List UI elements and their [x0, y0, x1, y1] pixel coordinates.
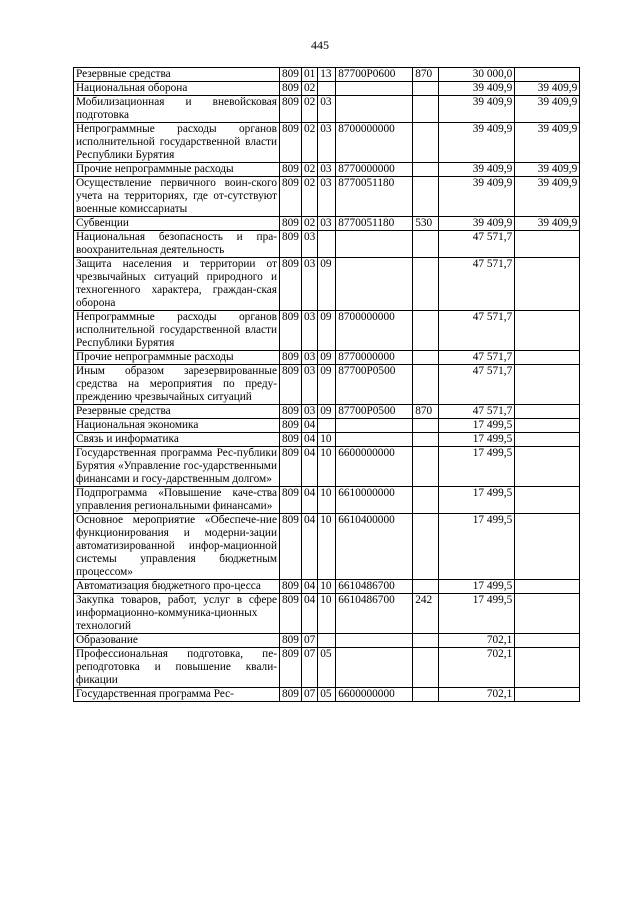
amount-next: 39 409,9 — [515, 96, 580, 123]
amount-next — [515, 433, 580, 447]
ministry-code: 809 — [280, 217, 302, 231]
subsection-code: 03 — [318, 217, 336, 231]
ministry-code: 809 — [280, 163, 302, 177]
ministry-code: 809 — [280, 82, 302, 96]
subsection-code: 09 — [318, 258, 336, 311]
expense-type-code — [413, 634, 439, 648]
table-row — [74, 580, 580, 594]
section-code: 07 — [301, 688, 317, 702]
target-article-code: 8700000000 — [336, 123, 413, 163]
target-article-code: 6600000000 — [336, 688, 413, 702]
target-article-code — [336, 648, 413, 688]
amount-current: 17 499,5 — [439, 447, 515, 487]
subsection-code: 03 — [318, 163, 336, 177]
expense-type-code — [413, 258, 439, 311]
subsection-code — [318, 231, 336, 258]
expense-type-code — [413, 123, 439, 163]
amount-next: 39 409,9 — [515, 123, 580, 163]
section-code: 02 — [301, 96, 317, 123]
expense-type-code — [413, 82, 439, 96]
subsection-code: 13 — [318, 68, 336, 82]
amount-next: 39 409,9 — [515, 217, 580, 231]
target-article-code: 8770051180 — [336, 177, 413, 217]
row-name: Субвенции — [74, 217, 280, 231]
target-article-code: 87700Р0600 — [336, 68, 413, 82]
amount-current: 17 499,5 — [439, 514, 515, 580]
amount-next: 39 409,9 — [515, 163, 580, 177]
amount-next — [515, 258, 580, 311]
row-name: Национальная оборона — [74, 82, 280, 96]
amount-next — [515, 405, 580, 419]
row-name: Национальная экономика — [74, 419, 280, 433]
table-row — [74, 594, 580, 634]
ministry-code: 809 — [280, 123, 302, 163]
table-row — [74, 351, 580, 365]
amount-next — [515, 634, 580, 648]
amount-next — [515, 231, 580, 258]
subsection-code: 09 — [318, 405, 336, 419]
ministry-code: 809 — [280, 231, 302, 258]
expense-type-code — [413, 648, 439, 688]
ministry-code: 809 — [280, 447, 302, 487]
expense-type-code — [413, 311, 439, 351]
amount-current: 39 409,9 — [439, 96, 515, 123]
row-name: Непрограммные расходы органов исполнительной государственной власти Республики Бурятия — [74, 311, 280, 351]
amount-current: 702,1 — [439, 688, 515, 702]
row-name: Основное мероприятие «Обеспече-ние функционирования и модерни-зации автоматизированной инфор-мационной системы управления бюджетным процессом» — [74, 514, 280, 580]
amount-next — [515, 688, 580, 702]
target-article-code: 6610400000 — [336, 514, 413, 580]
amount-next: 39 409,9 — [515, 177, 580, 217]
expense-type-code — [413, 514, 439, 580]
table-row — [74, 311, 580, 351]
expense-type-code: 530 — [413, 217, 439, 231]
target-article-code: 8770000000 — [336, 351, 413, 365]
expense-type-code — [413, 433, 439, 447]
table-row — [74, 688, 580, 702]
amount-current: 17 499,5 — [439, 419, 515, 433]
amount-current: 39 409,9 — [439, 82, 515, 96]
target-article-code: 87700Р0500 — [336, 405, 413, 419]
amount-next — [515, 311, 580, 351]
section-code: 04 — [301, 487, 317, 514]
table-row — [74, 634, 580, 648]
row-name: Защита населения и территории от чрезвычайных ситуаций природного и техногенного характера, граждан-ская оборона — [74, 258, 280, 311]
table-row — [74, 365, 580, 405]
amount-current: 17 499,5 — [439, 487, 515, 514]
target-article-code — [336, 419, 413, 433]
subsection-code: 05 — [318, 648, 336, 688]
section-code: 04 — [301, 447, 317, 487]
subsection-code: 10 — [318, 433, 336, 447]
expense-type-code — [413, 96, 439, 123]
row-name: Прочие непрограммные расходы — [74, 351, 280, 365]
ministry-code: 809 — [280, 311, 302, 351]
table-row — [74, 648, 580, 688]
ministry-code: 809 — [280, 514, 302, 580]
ministry-code: 809 — [280, 594, 302, 634]
subsection-code: 10 — [318, 487, 336, 514]
section-code: 02 — [301, 82, 317, 96]
ministry-code: 809 — [280, 96, 302, 123]
row-name: Образование — [74, 634, 280, 648]
amount-current: 39 409,9 — [439, 123, 515, 163]
row-name: Осуществление первичного воин-ского учета на территориях, где от-сутствуют военные комиссариаты — [74, 177, 280, 217]
ministry-code: 809 — [280, 634, 302, 648]
target-article-code — [336, 231, 413, 258]
target-article-code — [336, 82, 413, 96]
ministry-code: 809 — [280, 68, 302, 82]
row-name: Прочие непрограммные расходы — [74, 163, 280, 177]
row-name: Государственная программа Рес-публики Бурятия «Управление гос-ударственными финансами и госу-дарственным долгом» — [74, 447, 280, 487]
ministry-code: 809 — [280, 419, 302, 433]
page-number: 445 — [311, 38, 329, 52]
expense-type-code: 242 — [413, 594, 439, 634]
section-code: 02 — [301, 123, 317, 163]
amount-current: 39 409,9 — [439, 217, 515, 231]
amount-next — [515, 514, 580, 580]
row-name: Национальная безопасность и пра-воохранительная деятельность — [74, 231, 280, 258]
expense-type-code — [413, 487, 439, 514]
table-row — [74, 447, 580, 487]
amount-current: 39 409,9 — [439, 177, 515, 217]
subsection-code: 09 — [318, 351, 336, 365]
amount-current: 47 571,7 — [439, 351, 515, 365]
table-row — [74, 123, 580, 163]
expense-type-code — [413, 163, 439, 177]
expense-type-code — [413, 365, 439, 405]
amount-next — [515, 447, 580, 487]
expense-type-code — [413, 447, 439, 487]
section-code: 01 — [301, 68, 317, 82]
table-row — [74, 419, 580, 433]
ministry-code: 809 — [280, 365, 302, 405]
target-article-code — [336, 258, 413, 311]
section-code: 07 — [301, 648, 317, 688]
section-code: 04 — [301, 433, 317, 447]
row-name: Мобилизационная и вневойсковая подготовка — [74, 96, 280, 123]
subsection-code: 03 — [318, 177, 336, 217]
table-row — [74, 487, 580, 514]
amount-current: 702,1 — [439, 634, 515, 648]
section-code: 03 — [301, 258, 317, 311]
budget-table — [73, 67, 580, 702]
amount-next — [515, 365, 580, 405]
expense-type-code: 870 — [413, 68, 439, 82]
target-article-code: 8770000000 — [336, 163, 413, 177]
row-name: Закупка товаров, работ, услуг в сфере информационно-коммуника-ционных технологий — [74, 594, 280, 634]
expense-type-code: 870 — [413, 405, 439, 419]
row-name: Государственная программа Рес- — [74, 688, 280, 702]
expense-type-code — [413, 580, 439, 594]
table-row — [74, 217, 580, 231]
expense-type-code — [413, 351, 439, 365]
table-row — [74, 405, 580, 419]
ministry-code: 809 — [280, 580, 302, 594]
target-article-code — [336, 96, 413, 123]
amount-next — [515, 487, 580, 514]
target-article-code: 6610486700 — [336, 580, 413, 594]
section-code: 02 — [301, 217, 317, 231]
amount-current: 47 571,7 — [439, 231, 515, 258]
amount-next — [515, 580, 580, 594]
row-name: Связь и информатика — [74, 433, 280, 447]
section-code: 03 — [301, 311, 317, 351]
amount-current: 47 571,7 — [439, 258, 515, 311]
subsection-code: 09 — [318, 365, 336, 405]
target-article-code: 87700Р0500 — [336, 365, 413, 405]
amount-current: 17 499,5 — [439, 594, 515, 634]
table-row — [74, 68, 580, 82]
table-row — [74, 177, 580, 217]
target-article-code: 6600000000 — [336, 447, 413, 487]
target-article-code — [336, 433, 413, 447]
amount-current: 39 409,9 — [439, 163, 515, 177]
table-row — [74, 433, 580, 447]
section-code: 04 — [301, 514, 317, 580]
section-code: 03 — [301, 231, 317, 258]
subsection-code: 10 — [318, 580, 336, 594]
target-article-code: 6610000000 — [336, 487, 413, 514]
subsection-code — [318, 82, 336, 96]
section-code: 02 — [301, 163, 317, 177]
expense-type-code — [413, 231, 439, 258]
target-article-code — [336, 634, 413, 648]
expense-type-code — [413, 177, 439, 217]
section-code: 04 — [301, 594, 317, 634]
subsection-code — [318, 634, 336, 648]
amount-next — [515, 594, 580, 634]
row-name: Профессиональная подготовка, пе-реподготовка и повышение квали-фикации — [74, 648, 280, 688]
ministry-code: 809 — [280, 177, 302, 217]
amount-next — [515, 351, 580, 365]
table-row — [74, 163, 580, 177]
section-code: 04 — [301, 419, 317, 433]
section-code: 03 — [301, 365, 317, 405]
row-name: Иным образом зарезервированные средства на мероприятия по преду-преждению чрезвычайных ситуаций — [74, 365, 280, 405]
expense-type-code — [413, 688, 439, 702]
target-article-code: 8770051180 — [336, 217, 413, 231]
expense-type-code — [413, 419, 439, 433]
amount-current: 17 499,5 — [439, 580, 515, 594]
ministry-code: 809 — [280, 487, 302, 514]
amount-current: 17 499,5 — [439, 433, 515, 447]
subsection-code: 03 — [318, 96, 336, 123]
section-code: 02 — [301, 177, 317, 217]
amount-next — [515, 68, 580, 82]
subsection-code: 03 — [318, 123, 336, 163]
row-name: Резервные средства — [74, 68, 280, 82]
ministry-code: 809 — [280, 688, 302, 702]
row-name: Непрограммные расходы органов исполнительной государственной власти Республики Бурятия — [74, 123, 280, 163]
amount-current: 30 000,0 — [439, 68, 515, 82]
subsection-code — [318, 419, 336, 433]
table-row — [74, 258, 580, 311]
section-code: 03 — [301, 405, 317, 419]
subsection-code: 10 — [318, 447, 336, 487]
row-name: Подпрограмма «Повышение каче-ства управления региональными финансами» — [74, 487, 280, 514]
subsection-code: 05 — [318, 688, 336, 702]
table-row — [74, 231, 580, 258]
section-code: 07 — [301, 634, 317, 648]
ministry-code: 809 — [280, 351, 302, 365]
subsection-code: 10 — [318, 594, 336, 634]
ministry-code: 809 — [280, 405, 302, 419]
amount-next — [515, 419, 580, 433]
section-code: 03 — [301, 351, 317, 365]
amount-current: 47 571,7 — [439, 365, 515, 405]
ministry-code: 809 — [280, 648, 302, 688]
amount-next — [515, 648, 580, 688]
table-row — [74, 82, 580, 96]
amount-current: 47 571,7 — [439, 311, 515, 351]
row-name: Автоматизация бюджетного про-цесса — [74, 580, 280, 594]
ministry-code: 809 — [280, 433, 302, 447]
target-article-code: 8700000000 — [336, 311, 413, 351]
amount-next: 39 409,9 — [515, 82, 580, 96]
ministry-code: 809 — [280, 258, 302, 311]
row-name: Резервные средства — [74, 405, 280, 419]
target-article-code: 6610486700 — [336, 594, 413, 634]
table-row — [74, 96, 580, 123]
subsection-code: 10 — [318, 514, 336, 580]
table-row — [74, 514, 580, 580]
amount-current: 47 571,7 — [439, 405, 515, 419]
section-code: 04 — [301, 580, 317, 594]
subsection-code: 09 — [318, 311, 336, 351]
amount-current: 702,1 — [439, 648, 515, 688]
